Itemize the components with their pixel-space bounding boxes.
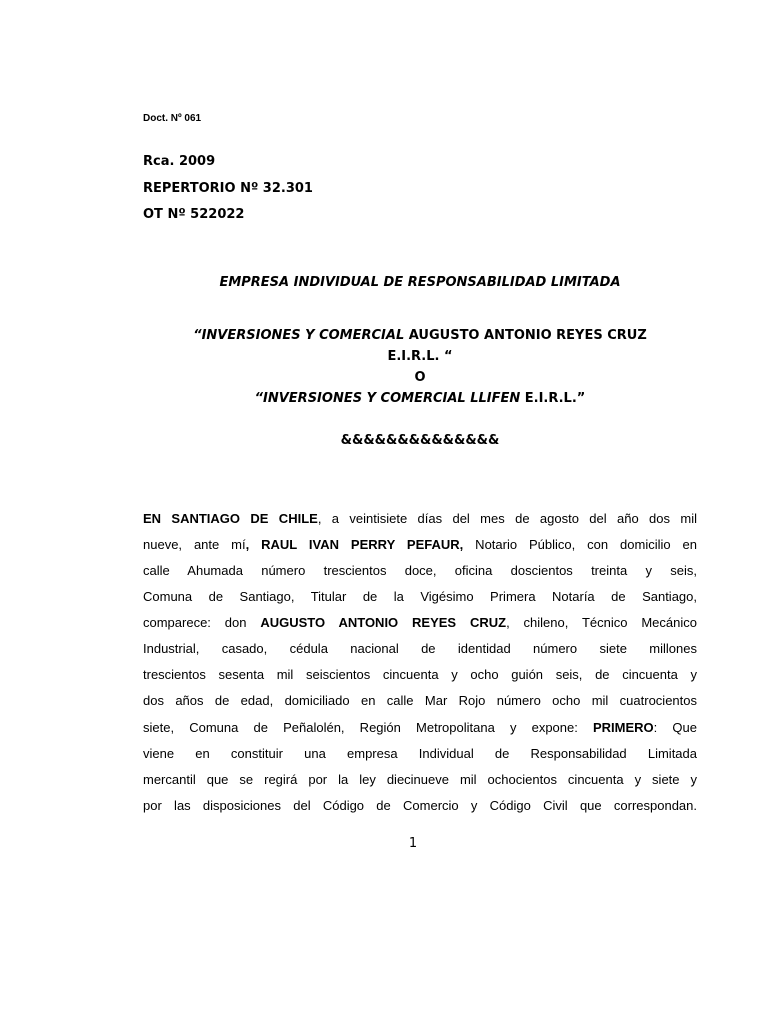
clause-primero-bold: PRIMERO	[593, 720, 654, 735]
page-number: 1	[408, 836, 418, 851]
company-name-line-1	[143, 328, 697, 343]
repertorio-number: REPERTORIO Nº 32.301	[143, 181, 313, 196]
body-line-11: mercantil que se regirá por la ley diecinueve mil ochocientos cincuenta y siete y	[143, 772, 697, 787]
company-name-upright-part: AUGUSTO ANTONIO REYES CRUZ	[404, 328, 647, 343]
body-line-9	[143, 719, 697, 737]
body-line-3: calle Ahumada número trescientos doce, oficina doscientos treinta y seis,	[143, 563, 697, 578]
company-name-line-2: E.I.R.L. “	[387, 349, 453, 364]
document-heading: EMPRESA INDIVIDUAL DE RESPONSABILIDAD LIMITADA	[219, 275, 621, 290]
body-line-5-rest: , chileno, Técnico Mecánico	[506, 615, 697, 630]
body-line-4: Comuna de Santiago, Titular de la Vigésimo Primera Notaría de Santiago,	[143, 589, 697, 604]
ampersand-separator: &&&&&&&&&&&&&&	[340, 433, 500, 448]
body-line-10: viene en constituir una empresa Individual de Responsabilidad Limitada	[143, 746, 697, 761]
body-line-1	[143, 510, 697, 528]
body-line-5-start: comparece: don	[143, 615, 261, 630]
body-line-6: Industrial, casado, cédula nacional de identidad número siete millones	[143, 641, 697, 656]
body-line-9-start: siete, Comuna de Peñalolén, Región Metropolitana y expone:	[143, 720, 593, 735]
body-line-1-text: , a veintisiete días del mes de agosto del año dos mil	[317, 511, 697, 526]
alt-name-italic-part: “INVERSIONES Y COMERCIAL LLIFEN	[254, 391, 521, 406]
body-line-8: dos años de edad, domiciliado en calle Mar Rojo número ocho mil cuatrocientos	[143, 693, 697, 708]
body-line-2-start: nueve, ante mí	[143, 537, 246, 552]
company-name-or: O	[414, 370, 426, 385]
body-line-9-rest: : Que	[653, 720, 698, 735]
alt-name-upright-part: E.I.R.L.”	[520, 391, 586, 406]
notary-name-bold: , RAUL IVAN PERRY PEFAUR,	[245, 537, 464, 552]
body-line-2	[143, 536, 697, 554]
ot-number: OT Nº 522022	[143, 207, 245, 222]
place-bold: EN SANTIAGO DE CHILE	[143, 511, 318, 526]
body-line-12: por las disposiciones del Código de Comercio y Código Civil que correspondan.	[143, 798, 697, 813]
body-line-2-rest: Notario Público, con domicilio en	[463, 537, 697, 552]
appearing-party-bold: AUGUSTO ANTONIO REYES CRUZ	[260, 615, 507, 630]
rca-year: Rca. 2009	[143, 154, 216, 169]
company-alt-name-line	[143, 391, 697, 406]
document-number: Doct. Nº 061	[143, 113, 202, 124]
company-name-italic-part: “INVERSIONES Y COMERCIAL	[193, 328, 405, 343]
body-line-5	[143, 614, 697, 632]
body-line-7: trescientos sesenta mil seiscientos cincuenta y ocho guión seis, de cincuenta y	[143, 667, 697, 682]
